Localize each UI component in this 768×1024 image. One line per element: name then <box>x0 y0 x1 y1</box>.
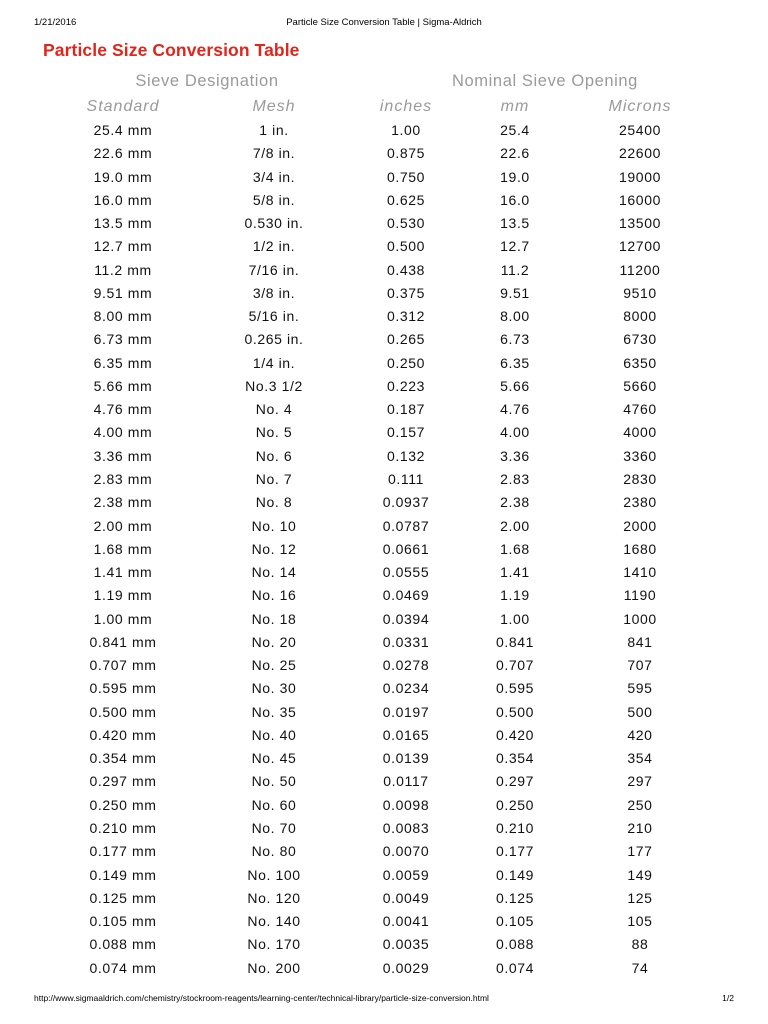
table-row <box>60 305 720 328</box>
cell-microns: 500 <box>627 703 653 720</box>
cell-mm: 0.500 <box>495 703 535 720</box>
cell-mm: 9.51 <box>500 284 530 301</box>
table-row <box>60 235 720 258</box>
table-column-header-row <box>60 95 720 119</box>
cell-mesh: 5/16 in. <box>248 308 300 325</box>
table-row <box>60 352 720 375</box>
table-row <box>60 817 720 840</box>
cell-standard: 9.51 mm <box>93 284 153 301</box>
cell-standard: 1.41 mm <box>93 564 153 581</box>
cell-mm: 1.19 <box>500 587 530 604</box>
cell-standard: 1.68 mm <box>93 540 153 557</box>
cell-mesh: No. 140 <box>247 913 301 930</box>
cell-microns: 88 <box>631 936 649 953</box>
cell-standard: 25.4 mm <box>93 122 153 138</box>
table-group-header-row <box>60 70 720 95</box>
cell-microns: 8000 <box>623 308 657 325</box>
cell-standard: 16.0 mm <box>93 191 153 208</box>
cell-inches: 0.0070 <box>382 843 430 860</box>
cell-standard: 19.0 mm <box>93 168 153 185</box>
cell-microns: 74 <box>631 959 649 976</box>
cell-microns: 3360 <box>623 447 657 464</box>
cell-mesh: No. 14 <box>251 564 297 581</box>
group-header-nominal-sieve-opening: Nominal Sieve Opening <box>452 72 638 90</box>
table-body <box>60 119 720 980</box>
cell-microns: 2380 <box>623 494 657 511</box>
table-row <box>60 398 720 421</box>
table-row <box>60 515 720 538</box>
table-row <box>60 584 720 607</box>
table-row <box>60 166 720 189</box>
cell-mm: 5.66 <box>500 377 530 394</box>
cell-mm: 2.00 <box>500 517 530 534</box>
table-row <box>60 957 720 980</box>
cell-microns: 11200 <box>619 261 661 278</box>
cell-inches: 0.500 <box>386 238 426 255</box>
table-row <box>60 910 720 933</box>
cell-mm: 1.41 <box>500 564 530 581</box>
cell-microns: 4000 <box>623 424 657 441</box>
cell-mm: 0.707 <box>495 657 535 674</box>
table-row <box>60 468 720 491</box>
cell-microns: 105 <box>627 913 653 930</box>
cell-mesh: 1/2 in. <box>252 238 296 255</box>
table-row <box>60 933 720 956</box>
table-row <box>60 328 720 351</box>
cell-mesh: No. 10 <box>251 517 297 534</box>
cell-mesh: No.3 1/2 <box>245 377 303 394</box>
cell-standard: 1.00 mm <box>93 610 153 627</box>
cell-mesh: No. 5 <box>255 424 293 441</box>
cell-microns: 420 <box>627 726 653 743</box>
cell-standard: 0.125 mm <box>89 889 157 906</box>
cell-inches: 0.312 <box>386 308 426 325</box>
cell-microns: 6350 <box>623 354 657 371</box>
cell-inches: 0.0059 <box>382 866 430 883</box>
table-row <box>60 770 720 793</box>
cell-microns: 6730 <box>623 331 657 348</box>
cell-standard: 1.19 mm <box>93 587 153 604</box>
cell-standard: 4.76 mm <box>93 401 153 418</box>
cell-mesh: No. 200 <box>247 959 301 976</box>
cell-microns: 1680 <box>623 540 657 557</box>
cell-standard: 2.00 mm <box>93 517 153 534</box>
cell-mesh: 7/16 in. <box>248 261 300 278</box>
table-row <box>60 864 720 887</box>
cell-inches: 0.530 <box>386 215 426 232</box>
cell-mesh: 3/8 in. <box>252 284 296 301</box>
cell-inches: 0.0139 <box>382 750 430 767</box>
cell-standard: 12.7 mm <box>93 238 153 255</box>
cell-inches: 0.0394 <box>382 610 430 627</box>
cell-mesh: 1/4 in. <box>252 354 296 371</box>
conversion-table <box>60 70 720 980</box>
cell-standard: 0.149 mm <box>89 866 157 883</box>
table-row <box>60 887 720 910</box>
table-row <box>60 445 720 468</box>
cell-inches: 0.111 <box>388 470 424 487</box>
table-row <box>60 375 720 398</box>
cell-inches: 0.265 <box>386 331 426 348</box>
cell-mm: 16.0 <box>500 191 530 208</box>
cell-standard: 6.73 mm <box>93 331 153 348</box>
table-row <box>60 794 720 817</box>
cell-standard: 0.105 mm <box>89 913 157 930</box>
cell-inches: 0.0469 <box>382 587 430 604</box>
cell-mesh: No. 60 <box>251 796 297 813</box>
table-row <box>60 538 720 561</box>
cell-standard: 0.595 mm <box>89 680 157 697</box>
cell-mesh: No. 45 <box>251 750 297 767</box>
cell-microns: 125 <box>627 889 653 906</box>
cell-standard: 0.177 mm <box>89 843 157 860</box>
cell-microns: 16000 <box>619 191 661 208</box>
table-row <box>60 654 720 677</box>
cell-microns: 2000 <box>623 517 657 534</box>
cell-mm: 11.2 <box>500 261 530 278</box>
print-document-title: Particle Size Conversion Table | Sigma-Aldrich <box>286 17 482 28</box>
cell-mesh: 3/4 in. <box>252 168 296 185</box>
cell-standard: 2.83 mm <box>93 470 153 487</box>
cell-standard: 0.354 mm <box>89 750 157 767</box>
cell-mesh: No. 4 <box>255 401 293 418</box>
cell-mesh: No. 12 <box>251 540 297 557</box>
column-header-inches: inches <box>379 98 433 115</box>
cell-inches: 0.625 <box>386 191 426 208</box>
column-header-microns: Microns <box>608 98 672 115</box>
cell-inches: 0.250 <box>386 354 426 371</box>
cell-inches: 0.0049 <box>382 889 430 906</box>
cell-inches: 0.0117 <box>383 773 429 790</box>
cell-standard: 0.841 mm <box>89 633 157 650</box>
cell-microns: 707 <box>627 657 653 674</box>
cell-mm: 25.4 <box>500 122 530 138</box>
cell-mm: 2.83 <box>500 470 530 487</box>
cell-standard: 3.36 mm <box>93 447 153 464</box>
print-footer <box>34 993 734 1007</box>
cell-mm: 22.6 <box>500 145 530 162</box>
cell-mm: 1.00 <box>500 610 530 627</box>
cell-microns: 1190 <box>623 587 657 604</box>
cell-inches: 0.750 <box>386 168 426 185</box>
cell-mm: 0.177 <box>495 843 535 860</box>
page-title: Particle Size Conversion Table <box>43 40 300 60</box>
cell-mesh: No. 25 <box>251 657 297 674</box>
cell-standard: 13.5 mm <box>93 215 153 232</box>
cell-mesh: 0.265 in. <box>244 331 304 348</box>
table-row <box>60 282 720 305</box>
cell-standard: 0.210 mm <box>89 819 157 836</box>
print-page-number: 1/2 <box>722 993 734 1003</box>
cell-mesh: No. 20 <box>251 633 297 650</box>
cell-inches: 0.132 <box>386 447 426 464</box>
cell-mm: 0.125 <box>495 889 535 906</box>
cell-inches: 0.0555 <box>382 564 430 581</box>
table-row <box>60 840 720 863</box>
table-row <box>60 608 720 631</box>
table-row <box>60 631 720 654</box>
cell-inches: 0.0937 <box>382 494 430 511</box>
cell-microns: 250 <box>627 796 653 813</box>
cell-microns: 841 <box>627 633 653 650</box>
cell-mm: 3.36 <box>500 447 530 464</box>
cell-inches: 0.223 <box>386 377 426 394</box>
print-header <box>34 17 734 31</box>
cell-mesh: No. 16 <box>251 587 297 604</box>
cell-inches: 0.0098 <box>382 796 430 813</box>
table-row <box>60 142 720 165</box>
cell-inches: 0.438 <box>386 261 426 278</box>
cell-microns: 12700 <box>619 238 661 255</box>
cell-microns: 25400 <box>619 122 661 138</box>
cell-mesh: No. 40 <box>251 726 297 743</box>
cell-mm: 0.074 <box>495 959 535 976</box>
cell-microns: 354 <box>627 750 653 767</box>
cell-standard: 5.66 mm <box>93 377 153 394</box>
cell-mm: 8.00 <box>500 308 530 325</box>
cell-mm: 0.841 <box>495 633 535 650</box>
cell-inches: 0.0234 <box>382 680 430 697</box>
cell-mesh: No. 70 <box>251 819 297 836</box>
cell-inches: 0.0787 <box>382 517 430 534</box>
cell-inches: 0.0165 <box>382 726 430 743</box>
cell-mm: 0.250 <box>495 796 535 813</box>
cell-mesh: No. 30 <box>251 680 297 697</box>
cell-mm: 0.595 <box>495 680 535 697</box>
cell-mesh: No. 170 <box>247 936 301 953</box>
cell-mm: 0.210 <box>495 819 535 836</box>
cell-microns: 1410 <box>623 564 657 581</box>
cell-inches: 0.375 <box>386 284 426 301</box>
cell-microns: 210 <box>627 819 653 836</box>
group-header-sieve-designation: Sieve Designation <box>135 72 279 90</box>
cell-mm: 0.105 <box>495 913 535 930</box>
print-url: http://www.sigmaaldrich.com/chemistry/stockroom-reagents/learning-center/technical-library/particle-size-conversion.html <box>34 993 489 1003</box>
cell-mesh: No. 80 <box>251 843 297 860</box>
cell-mm: 6.73 <box>500 331 530 348</box>
cell-microns: 177 <box>627 843 653 860</box>
cell-standard: 2.38 mm <box>93 494 153 511</box>
cell-inches: 0.0083 <box>382 819 430 836</box>
cell-mm: 12.7 <box>500 238 530 255</box>
cell-inches: 0.157 <box>386 424 426 441</box>
cell-inches: 0.0197 <box>382 703 430 720</box>
cell-standard: 0.707 mm <box>89 657 157 674</box>
column-header-mesh: Mesh <box>252 98 296 115</box>
table-row <box>60 724 720 747</box>
cell-mm: 0.149 <box>495 866 535 883</box>
table-row <box>60 421 720 444</box>
cell-microns: 9510 <box>623 284 657 301</box>
cell-mesh: 5/8 in. <box>252 191 296 208</box>
cell-standard: 0.500 mm <box>89 703 157 720</box>
cell-mesh: No. 7 <box>255 470 293 487</box>
cell-microns: 1000 <box>623 610 657 627</box>
cell-inches: 0.187 <box>386 401 426 418</box>
cell-microns: 19000 <box>619 168 661 185</box>
cell-standard: 0.297 mm <box>89 773 157 790</box>
cell-microns: 4760 <box>623 401 657 418</box>
cell-microns: 22600 <box>619 145 661 162</box>
cell-mesh: 7/8 in. <box>252 145 296 162</box>
cell-mesh: No. 18 <box>251 610 297 627</box>
table-row <box>60 701 720 724</box>
cell-mm: 13.5 <box>500 215 530 232</box>
cell-mesh: No. 100 <box>247 866 301 883</box>
column-header-standard: Standard <box>86 98 160 115</box>
table-row <box>60 259 720 282</box>
cell-mm: 2.38 <box>500 494 530 511</box>
cell-standard: 22.6 mm <box>93 145 153 162</box>
cell-inches: 0.0035 <box>382 936 430 953</box>
cell-microns: 13500 <box>619 215 661 232</box>
cell-standard: 0.074 mm <box>89 959 157 976</box>
cell-mm: 0.297 <box>495 773 535 790</box>
cell-mesh: No. 50 <box>251 773 297 790</box>
table-row <box>60 491 720 514</box>
cell-mm: 0.354 <box>495 750 535 767</box>
table-row <box>60 677 720 700</box>
cell-mm: 4.76 <box>500 401 530 418</box>
cell-mm: 1.68 <box>500 540 530 557</box>
cell-mesh: No. 35 <box>251 703 297 720</box>
cell-mm: 19.0 <box>500 168 530 185</box>
cell-inches: 0.0029 <box>382 959 430 976</box>
cell-inches: 0.0278 <box>382 657 430 674</box>
column-header-mm: mm <box>500 98 530 115</box>
cell-mm: 0.420 <box>495 726 535 743</box>
cell-mm: 0.088 <box>495 936 535 953</box>
cell-mesh: No. 120 <box>247 889 301 906</box>
cell-mesh: No. 6 <box>255 447 293 464</box>
cell-standard: 0.420 mm <box>89 726 157 743</box>
cell-standard: 0.088 mm <box>89 936 157 953</box>
cell-mesh: No. 8 <box>255 494 293 511</box>
table-row <box>60 747 720 770</box>
cell-mesh: 0.530 in. <box>244 215 304 232</box>
cell-microns: 297 <box>627 773 653 790</box>
cell-standard: 6.35 mm <box>93 354 153 371</box>
table-row <box>60 212 720 235</box>
table-row <box>60 189 720 212</box>
cell-inches: 0.875 <box>386 145 426 162</box>
cell-microns: 5660 <box>623 377 657 394</box>
cell-mesh: 1 in. <box>259 122 289 138</box>
print-date: 1/21/2016 <box>34 17 77 28</box>
cell-standard: 4.00 mm <box>93 424 153 441</box>
cell-microns: 595 <box>627 680 653 697</box>
cell-standard: 11.2 mm <box>94 261 152 278</box>
cell-inches: 1.00 <box>391 122 421 138</box>
table-row <box>60 119 720 142</box>
cell-inches: 0.0331 <box>382 633 430 650</box>
cell-mm: 6.35 <box>500 354 530 371</box>
cell-standard: 0.250 mm <box>89 796 157 813</box>
cell-microns: 149 <box>627 866 653 883</box>
cell-standard: 8.00 mm <box>93 308 153 325</box>
cell-inches: 0.0661 <box>382 540 430 557</box>
cell-inches: 0.0041 <box>382 913 430 930</box>
cell-mm: 4.00 <box>500 424 530 441</box>
cell-microns: 2830 <box>623 470 657 487</box>
table-row <box>60 561 720 584</box>
